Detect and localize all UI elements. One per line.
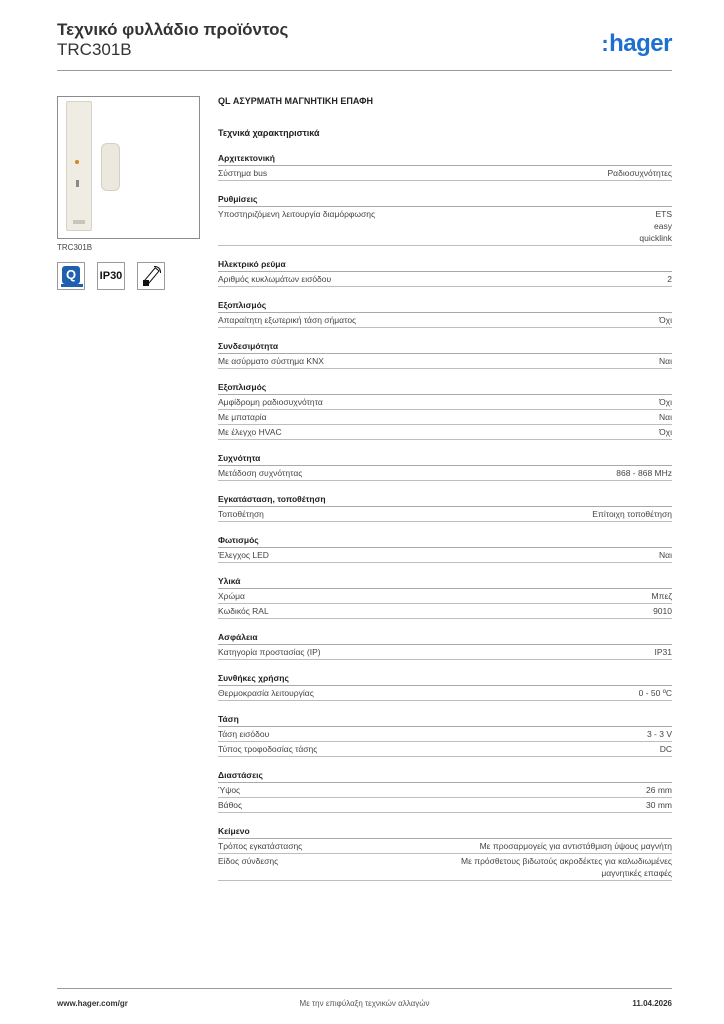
quicklink-icon bbox=[57, 262, 85, 290]
spec-value: Ναι bbox=[659, 550, 672, 560]
spec-label: Είδος σύνδεσης bbox=[218, 856, 279, 866]
sensor-label-plate bbox=[73, 220, 85, 224]
spec-group bbox=[218, 825, 672, 881]
spec-group bbox=[218, 258, 672, 287]
spec-value: 3 - 3 V bbox=[646, 729, 672, 739]
spec-group-title: Ρυθμίσεις bbox=[218, 193, 672, 207]
spec-value: 0 - 50 ºC bbox=[638, 688, 672, 698]
spec-value: 26 mm bbox=[646, 785, 672, 795]
spec-group bbox=[218, 769, 672, 813]
hager-logo: :hager bbox=[601, 30, 672, 57]
footer-notice: Με την επιφύλαξη τεχνικών αλλαγών bbox=[299, 999, 430, 1008]
section-heading: Τεχνικά χαρακτηριστικά bbox=[218, 128, 320, 138]
spec-label: Βάθος bbox=[218, 800, 243, 810]
spec-row bbox=[218, 839, 672, 854]
spec-groups bbox=[218, 152, 672, 881]
spec-group bbox=[218, 575, 672, 619]
spec-label: Αμφίδρομη ραδιοσυχνότητα bbox=[218, 397, 323, 407]
spec-value: Ναι bbox=[659, 412, 672, 422]
spec-label: Με έλεγχο HVAC bbox=[218, 427, 282, 437]
remote-square bbox=[143, 280, 149, 286]
q-logo-bar bbox=[61, 284, 83, 287]
spec-value: Με πρόσθετους βιδωτούς ακροδέκτες για καλωδιωμένες μαγνητικές επαφές bbox=[460, 856, 672, 878]
spec-value: Όχι bbox=[659, 397, 672, 407]
spec-value: 30 mm bbox=[646, 800, 672, 810]
spec-label: Μετάδοση συχνότητας bbox=[218, 468, 303, 478]
spec-group bbox=[218, 534, 672, 563]
spec-value: DC bbox=[659, 744, 672, 754]
spec-row bbox=[218, 548, 672, 563]
product-image bbox=[57, 96, 200, 239]
sensor-body bbox=[66, 101, 92, 231]
spec-row bbox=[218, 395, 672, 410]
spec-row bbox=[218, 742, 672, 757]
spec-row bbox=[218, 604, 672, 619]
spec-row bbox=[218, 854, 672, 881]
spec-label: Τοποθέτηση bbox=[218, 509, 264, 519]
spec-row bbox=[218, 589, 672, 604]
spec-row bbox=[218, 466, 672, 481]
spec-group-title: Συνδεσιμότητα bbox=[218, 340, 672, 354]
spec-group-title: Συνθήκες χρήσης bbox=[218, 672, 672, 686]
spec-value: Όχι bbox=[659, 315, 672, 325]
spec-group bbox=[218, 299, 672, 328]
spec-label: Τύπος τροφοδοσίας τάσης bbox=[218, 744, 318, 754]
led-indicator bbox=[75, 160, 79, 164]
page-header bbox=[57, 20, 672, 71]
spec-row bbox=[218, 783, 672, 798]
spec-row bbox=[218, 798, 672, 813]
spec-value: 868 - 868 MHz bbox=[616, 468, 672, 478]
spec-group-title: Εξοπλισμός bbox=[218, 299, 672, 313]
spec-label: Υποστηριζόμενη λειτουργία διαμόρφωσης bbox=[218, 209, 376, 219]
q-logo: Q bbox=[62, 266, 80, 284]
spec-label: Κατηγορία προστασίας (IP) bbox=[218, 647, 321, 657]
spec-value: ETS easy quicklink bbox=[639, 209, 672, 243]
spec-label: Με μπαταρία bbox=[218, 412, 267, 422]
spec-group bbox=[218, 152, 672, 181]
page-footer bbox=[57, 988, 672, 1008]
spec-label: Ύψος bbox=[218, 785, 241, 795]
document-title: Τεχνικό φυλλάδιο προϊόντος bbox=[57, 20, 289, 39]
logo-text: hager bbox=[609, 30, 672, 57]
spec-group bbox=[218, 713, 672, 757]
spec-group bbox=[218, 672, 672, 701]
spec-value: Μπεζ bbox=[651, 591, 672, 601]
spec-row bbox=[218, 425, 672, 440]
spec-row bbox=[218, 272, 672, 287]
spec-label: Τάση εισόδου bbox=[218, 729, 270, 739]
spec-row bbox=[218, 410, 672, 425]
spec-group-title: Ηλεκτρικό ρεύμα bbox=[218, 258, 672, 272]
spec-row bbox=[218, 645, 672, 660]
spec-label: Τρόπος εγκατάστασης bbox=[218, 841, 303, 851]
spec-group-title: Τάση bbox=[218, 713, 672, 727]
spec-group-title: Κείμενο bbox=[218, 825, 672, 839]
spec-group bbox=[218, 340, 672, 369]
spec-label: Με ασύρματο σύστημα KNX bbox=[218, 356, 324, 366]
spec-row bbox=[218, 686, 672, 701]
spec-content bbox=[218, 96, 672, 893]
spec-group bbox=[218, 193, 672, 246]
spec-row bbox=[218, 313, 672, 328]
spec-value: Όχι bbox=[659, 427, 672, 437]
spec-row bbox=[218, 207, 672, 246]
spec-label: Θερμοκρασία λειτουργίας bbox=[218, 688, 314, 698]
spec-group-title: Φωτισμός bbox=[218, 534, 672, 548]
spec-value: Ναι bbox=[659, 356, 672, 366]
spec-row bbox=[218, 727, 672, 742]
spec-group bbox=[218, 381, 672, 440]
spec-group-title: Εγκατάσταση, τοποθέτηση bbox=[218, 493, 672, 507]
product-model: TRC301B bbox=[57, 40, 132, 59]
signal-wave bbox=[154, 266, 161, 273]
spec-value: Ραδιοσυχνότητες bbox=[607, 168, 672, 178]
spec-value: IP31 bbox=[654, 647, 672, 657]
spec-group bbox=[218, 493, 672, 522]
spec-row bbox=[218, 507, 672, 522]
spec-value: 2 bbox=[667, 274, 672, 284]
spec-label: Αριθμός κυκλωμάτων εισόδου bbox=[218, 274, 332, 284]
spec-label: Απαραίτητη εξωτερική τάση σήματος bbox=[218, 315, 357, 325]
spec-label: Σύστημα bus bbox=[218, 168, 268, 178]
spec-row bbox=[218, 166, 672, 181]
spec-value: 9010 bbox=[653, 606, 672, 616]
spec-group-title: Εξοπλισμός bbox=[218, 381, 672, 395]
product-name: QL ΑΣΥΡΜΑΤΗ ΜΑΓΝΗΤΙΚΗ ΕΠΑΦΗ bbox=[218, 96, 374, 106]
spec-value: Επίτοιχη τοποθέτηση bbox=[592, 509, 672, 519]
spec-label: Χρώμα bbox=[218, 591, 245, 601]
spec-group-title: Υλικά bbox=[218, 575, 672, 589]
spec-group bbox=[218, 452, 672, 481]
spec-row bbox=[218, 354, 672, 369]
remote-control-icon bbox=[137, 262, 165, 290]
spec-group-title: Ασφάλεια bbox=[218, 631, 672, 645]
spec-group-title: Συχνότητα bbox=[218, 452, 672, 466]
ip-rating-icon: IP30 bbox=[97, 262, 125, 290]
footer-website: www.hager.com/gr bbox=[57, 999, 128, 1008]
spec-group-title: Αρχιτεκτονική bbox=[218, 152, 672, 166]
spec-value: Με προσαρμογείς για αντιστάθμιση ύψους μαγνήτη bbox=[479, 841, 672, 851]
spec-group-title: Διαστάσεις bbox=[218, 769, 672, 783]
magnet-part bbox=[101, 143, 120, 191]
spec-group bbox=[218, 631, 672, 660]
image-caption: TRC301B bbox=[57, 243, 93, 252]
spec-label: Έλεγχος LED bbox=[218, 550, 269, 560]
footer-date: 11.04.2026 bbox=[632, 999, 672, 1008]
spec-label: Κωδικός RAL bbox=[218, 606, 269, 616]
sensor-marking bbox=[76, 180, 79, 187]
